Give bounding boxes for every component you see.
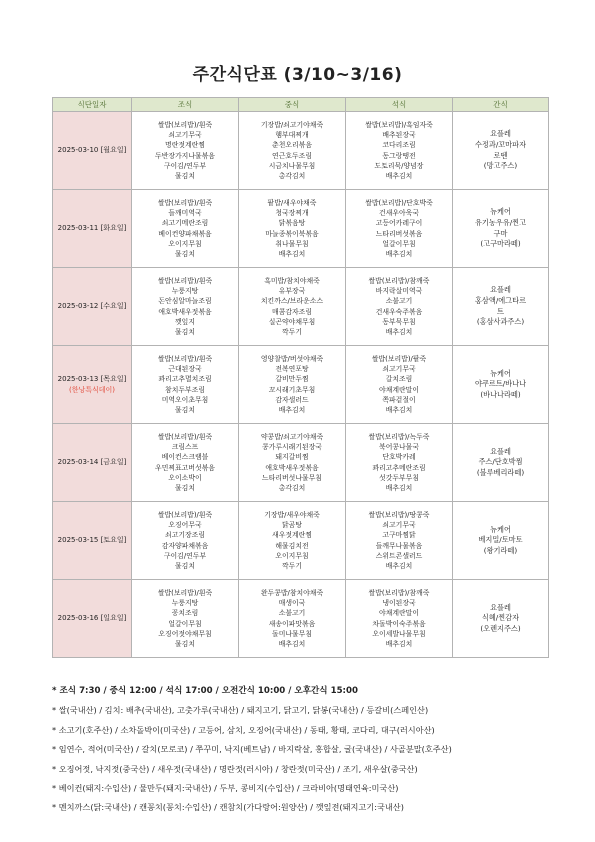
snack-cell — [453, 502, 549, 580]
lunch-cell — [239, 268, 346, 346]
menu-item: 배추김치 — [385, 483, 413, 492]
header-lunch: 중식 — [239, 98, 346, 112]
menu-item: 로뗀 — [493, 150, 508, 160]
weekly-menu-table — [52, 97, 549, 658]
menu-item: 얼갈이무침 — [168, 619, 202, 628]
lunch-cell — [239, 346, 346, 424]
header-breakfast: 조식 — [132, 98, 239, 112]
menu-item: 오징어젓야채무침 — [158, 629, 212, 638]
menu-item: 쌀밥(보리밥)/참깨죽 — [368, 588, 430, 597]
menu-item: 닭곰탕 — [282, 521, 302, 530]
menu-item: 쌀밥(보리밥)/흰죽 — [157, 198, 213, 207]
menu-item: 물김치 — [175, 639, 195, 648]
page-title: 주간식단표 (3/10~3/16) — [192, 65, 403, 85]
menu-item: 물김치 — [175, 561, 195, 570]
menu-item: 느타리버섯나물무침 — [262, 473, 322, 482]
menu-item: 구마 — [493, 228, 508, 238]
breakfast-cell — [132, 502, 239, 580]
menu-item: 구이김/연두부 — [163, 551, 207, 560]
header-dinner: 석식 — [346, 98, 453, 112]
menu-item: 기장밥/쇠고기야채죽 — [260, 120, 324, 129]
menu-item: 야채계란말이 — [379, 385, 419, 394]
header-snack: 간식 — [453, 98, 549, 112]
menu-item: 총각김치 — [278, 483, 306, 492]
origin-note: * 소고기(호주산) / 소차돌박이(미국산) / 고등어, 삼치, 오징어(국내산) / 동태, 황태, 코다리, 대구(러시아산) — [52, 724, 435, 735]
menu-item: 들깨미역국 — [168, 209, 202, 218]
menu-item: 총각김치 — [278, 171, 306, 180]
menu-item: 춘천오리볶음 — [272, 141, 312, 150]
menu-item: (홍삼사과주스) — [476, 317, 525, 327]
menu-item: 배추김치 — [278, 639, 306, 648]
menu-item: 애호박새우젓볶음 — [265, 463, 319, 472]
dinner-cell — [346, 502, 453, 580]
date-label: 2025-03-10 [월요일] — [57, 146, 127, 155]
dinner-cell — [346, 268, 453, 346]
menu-item: 갈치조림 — [385, 375, 413, 384]
table-row — [53, 112, 549, 190]
snack-cell — [453, 268, 549, 346]
table-row — [53, 580, 549, 658]
menu-item: 쌀밥(보리밥)/흰죽 — [157, 276, 213, 285]
menu-item: 요플레 — [490, 285, 511, 295]
menu-item: 취나물무침 — [275, 239, 309, 248]
menu-item: 쇠고기무국 — [168, 131, 202, 140]
lunch-cell — [239, 112, 346, 190]
breakfast-cell — [132, 112, 239, 190]
date-label: 2025-03-15 [토요일] — [57, 536, 127, 545]
date-cell — [53, 268, 132, 346]
breakfast-cell — [132, 424, 239, 502]
menu-item: 마늘종볶이북볶음 — [265, 229, 319, 238]
menu-item: 감자양파채볶음 — [161, 541, 209, 550]
menu-item: 청국장찌개 — [275, 209, 309, 218]
menu-item: (왕기라떼) — [483, 545, 518, 555]
special-event-label: (한낭특식데이) — [68, 385, 116, 394]
menu-item: 매생이국 — [278, 599, 306, 608]
date-cell — [53, 502, 132, 580]
menu-item: 요플레 — [490, 446, 511, 456]
date-label: 2025-03-16 [일요일] — [57, 614, 127, 623]
date-label: 2025-03-13 [목요일] — [57, 375, 127, 384]
menu-item: 근대된장국 — [168, 365, 202, 374]
snack-cell — [453, 112, 549, 190]
table-row — [53, 268, 549, 346]
date-label: 2025-03-11 [화요일] — [57, 224, 127, 233]
menu-item: 크림스프 — [171, 443, 199, 452]
menu-item: 유기농우유/찐고 — [474, 217, 527, 227]
snack-cell — [453, 190, 549, 268]
menu-item: 물김치 — [175, 171, 195, 180]
table-row — [53, 502, 549, 580]
menu-item: 건새우아욱국 — [379, 209, 419, 218]
menu-item: 쌀밥(보리밥)/흰죽 — [157, 432, 213, 441]
menu-item: 고구마찜닭 — [382, 531, 416, 540]
menu-item: 쌀밥(보리밥)/흑임자죽 — [365, 120, 433, 129]
menu-item: 돼지갈비찜 — [275, 453, 309, 462]
menu-item: 팥밥/새우야채죽 — [267, 198, 317, 207]
menu-item: 코다리조림 — [382, 141, 416, 150]
menu-item: 쌀밥(보리밥)/흰죽 — [157, 510, 213, 519]
menu-item: 쇠고기장조림 — [165, 531, 205, 540]
breakfast-cell — [132, 346, 239, 424]
menu-item: 도토리묵/양념장 — [374, 161, 424, 170]
menu-item: 베이컨양파채볶음 — [158, 229, 212, 238]
menu-item: 우민찌표고버섯볶음 — [155, 463, 215, 472]
snack-cell — [453, 346, 549, 424]
menu-item: 요플레 — [490, 129, 511, 139]
origin-note: * 멘치까스(닭:국내산) / 캔꽁치(꽁치:수입산) / 캔참치(가다랑어:원양산) / 깻잎전(돼지고기:국내산) — [52, 802, 404, 813]
lunch-cell — [239, 502, 346, 580]
menu-item: 매콤감자조림 — [272, 307, 312, 316]
menu-item: 돈안심알마늘조림 — [158, 297, 212, 306]
menu-item: 갈비만두찜 — [275, 375, 309, 384]
menu-item: 콩가루시래기된장국 — [262, 443, 322, 452]
menu-item: 북어콩나물국 — [379, 443, 419, 452]
menu-item: 뉴케어 — [490, 207, 511, 217]
menu-item: 구이김/연두부 — [163, 161, 207, 170]
table-row — [53, 424, 549, 502]
breakfast-cell — [132, 268, 239, 346]
menu-item: 꼬시래기초무침 — [268, 385, 316, 394]
date-cell — [53, 580, 132, 658]
menu-item: 연근호두조림 — [272, 151, 312, 160]
snack-cell — [453, 580, 549, 658]
dinner-cell — [346, 112, 453, 190]
menu-item: 깍두기 — [282, 561, 302, 570]
menu-item: 물김치 — [175, 405, 195, 414]
menu-item: 단호박카레 — [382, 453, 416, 462]
menu-item: 트 — [497, 306, 504, 316]
meal-schedule-note: * 조식 7:30 / 중식 12:00 / 석식 17:00 / 오전간식 10:00 / 오후간식 15:00 — [52, 686, 358, 696]
menu-body — [53, 112, 549, 658]
menu-item: 누룽지탕 — [171, 287, 199, 296]
date-cell — [53, 112, 132, 190]
menu-item: 들깨무나물볶음 — [375, 541, 423, 550]
origin-note: * 쌀(국내산) / 김치: 배추(국내산), 고춧가루(국내산) / 돼지고기, 닭고기, 닭봉(국내산) / 등갈비(스페인산) — [52, 705, 429, 716]
lunch-cell — [239, 424, 346, 502]
menu-item: 두반장가지나물볶음 — [155, 151, 215, 160]
menu-item: 미역오이초무침 — [161, 395, 209, 404]
menu-item: 완두콩밥/참치야채죽 — [260, 588, 324, 597]
menu-item: 물김치 — [175, 249, 195, 258]
menu-item: 치킨까스/브라운소스 — [260, 297, 324, 306]
menu-item: (망고주스) — [483, 161, 518, 171]
menu-item: 오이지무침 — [168, 239, 202, 248]
menu-item: 배추김치 — [385, 405, 413, 414]
menu-item: 꽈리고추멸치조림 — [158, 375, 212, 384]
menu-item: 꽁치조림 — [171, 609, 199, 618]
menu-item: 소불고기 — [278, 609, 306, 618]
menu-item: 영양찰밥/버섯야채죽 — [260, 354, 324, 363]
menu-item: 실곤약야채무침 — [268, 317, 316, 326]
menu-item: 냉이된장국 — [382, 599, 416, 608]
breakfast-cell — [132, 580, 239, 658]
menu-item: 소불고기 — [385, 297, 413, 306]
menu-item: 쌀밥(보리밥)/흰죽 — [157, 120, 213, 129]
menu-item: 주스/단호박찜 — [478, 457, 523, 467]
table-row — [53, 346, 549, 424]
menu-item: 쌀밥(보리밥)/땅콩죽 — [368, 510, 430, 519]
menu-item: 쪽파겉절이 — [382, 395, 416, 404]
menu-item: 시금치나물무침 — [268, 161, 316, 170]
menu-item: 전복연포탕 — [275, 365, 309, 374]
origin-note: * 임연수, 적어(미국산) / 갈치(모로코) / 쭈꾸미, 낙지(베트남) / 바지락살, 홍합살, 굴(국내산) / 사골분말(호주산) — [52, 744, 452, 755]
menu-item: 동그랑땡전 — [382, 151, 416, 160]
menu-item: 식혜/찐감자 — [481, 613, 520, 623]
menu-item: 기장밥/새우야채죽 — [264, 510, 320, 519]
menu-item: 배추김치 — [385, 561, 413, 570]
menu-item: 햄부대찌개 — [275, 131, 309, 140]
menu-item: 명란젓계란찜 — [165, 141, 205, 150]
menu-item: 쌀밥(보리밥)/흰죽 — [157, 354, 213, 363]
menu-item: 차돌박이숙주볶음 — [372, 619, 426, 628]
menu-item: 쌀밥(보리밥)/단호박죽 — [365, 198, 433, 207]
menu-item: 오이지무침 — [275, 551, 309, 560]
menu-item: 돌미나물무침 — [272, 629, 312, 638]
menu-item: 배추된장국 — [382, 131, 416, 140]
menu-item: 뉴케어 — [490, 368, 511, 378]
menu-item: 건새우숙주볶음 — [375, 307, 423, 316]
dinner-cell — [346, 424, 453, 502]
breakfast-cell — [132, 190, 239, 268]
dinner-cell — [346, 190, 453, 268]
menu-item: 야채계란말이 — [379, 609, 419, 618]
menu-item: 쌀밥(보리밥)/참깨죽 — [368, 276, 430, 285]
dinner-cell — [346, 346, 453, 424]
menu-item: 배추김치 — [385, 171, 413, 180]
menu-item: 느타리버섯볶음 — [375, 229, 423, 238]
menu-item: 흑미밥/참치야채죽 — [264, 276, 320, 285]
lunch-cell — [239, 190, 346, 268]
menu-item: 쌀밥(보리밥)/녹두죽 — [368, 432, 430, 441]
menu-item: 바지락살미역국 — [375, 287, 423, 296]
menu-item: 물김치 — [175, 327, 195, 336]
date-cell — [53, 190, 132, 268]
menu-item: 쇠고기메란조림 — [161, 219, 209, 228]
menu-item: 누룽지탕 — [171, 599, 199, 608]
lunch-cell — [239, 580, 346, 658]
menu-item: 섯갓두부무침 — [379, 473, 419, 482]
menu-item: 유부장국 — [278, 287, 306, 296]
menu-item: 동부묵무침 — [382, 317, 416, 326]
menu-item: 꽈리고추메란조림 — [372, 463, 426, 472]
menu-item: 쌀밥(보리밥)/흰죽 — [157, 588, 213, 597]
menu-item: 약콩밥/쇠고기야채죽 — [260, 432, 324, 441]
date-cell — [53, 346, 132, 424]
menu-item: 쇠고기무국 — [382, 365, 416, 374]
menu-item: 고등어카레구이 — [375, 219, 423, 228]
menu-item: 애호박새우젓볶음 — [158, 307, 212, 316]
menu-item: 참치두부조림 — [165, 385, 205, 394]
table-row — [53, 190, 549, 268]
date-cell — [53, 424, 132, 502]
menu-item: 야쿠르트/바나나 — [474, 379, 527, 389]
menu-item: 물김치 — [175, 483, 195, 492]
menu-item: 스위트콘샐러드 — [375, 551, 423, 560]
menu-item: 배추김치 — [278, 249, 306, 258]
menu-item: 쇠고기무국 — [382, 521, 416, 530]
menu-item: 배추김치 — [385, 249, 413, 258]
menu-item: 새송이파맛볶음 — [268, 619, 316, 628]
origin-note: * 베이컨(돼지:수입산) / 물만두(돼지:국내산) / 두부, 콩비지(수입산) / 크라비아(명태연육:미국산) — [52, 782, 399, 793]
table-header-row — [53, 98, 549, 112]
menu-item: 오이소박이 — [168, 473, 202, 482]
header-date: 식단일자 — [53, 98, 132, 112]
menu-item: 오징어무국 — [168, 521, 202, 530]
menu-item: 새우젓계란찜 — [272, 531, 312, 540]
menu-item: 수정과/꼬마파자 — [474, 139, 527, 149]
menu-item: (블루베리라떼) — [476, 467, 525, 477]
menu-item: 홍삼액/에그타르 — [474, 295, 527, 305]
menu-item: 베이컨스크램블 — [161, 453, 209, 462]
menu-item: 배추김치 — [278, 405, 306, 414]
notes-section — [52, 682, 572, 818]
origin-note: * 오징어젓, 낙지젓(중국산) / 새우젓(국내산) / 명란젓(러시아) / 창란젓(미국산) / 조기, 새우살(중국산) — [52, 763, 418, 774]
dinner-cell — [346, 580, 453, 658]
menu-item: 뉴케어 — [490, 524, 511, 534]
menu-item: 요플레 — [490, 602, 511, 612]
menu-item: 얼갈이무침 — [382, 239, 416, 248]
menu-item: (바나나라떼) — [480, 389, 521, 399]
menu-item: 닭볶음탕 — [278, 219, 306, 228]
menu-item: 베지밀/토마토 — [478, 535, 523, 545]
menu-item: (고구마라떼) — [480, 239, 521, 249]
menu-item: 깍두기 — [282, 327, 302, 336]
menu-item: 깻잎지 — [175, 317, 195, 326]
menu-item: 배추김치 — [385, 327, 413, 336]
menu-item: 쌀밥(보리밥)/팥죽 — [371, 354, 427, 363]
snack-cell — [453, 424, 549, 502]
menu-item: 배추김치 — [385, 639, 413, 648]
menu-item: 감자샐러드 — [275, 395, 309, 404]
menu-item: 해물김치전 — [275, 541, 309, 550]
menu-item: (오렌지주스) — [480, 623, 521, 633]
menu-item: 오이세발나물무침 — [372, 629, 426, 638]
date-label: 2025-03-12 [수요일] — [57, 302, 127, 311]
date-label: 2025-03-14 [금요일] — [57, 458, 127, 467]
